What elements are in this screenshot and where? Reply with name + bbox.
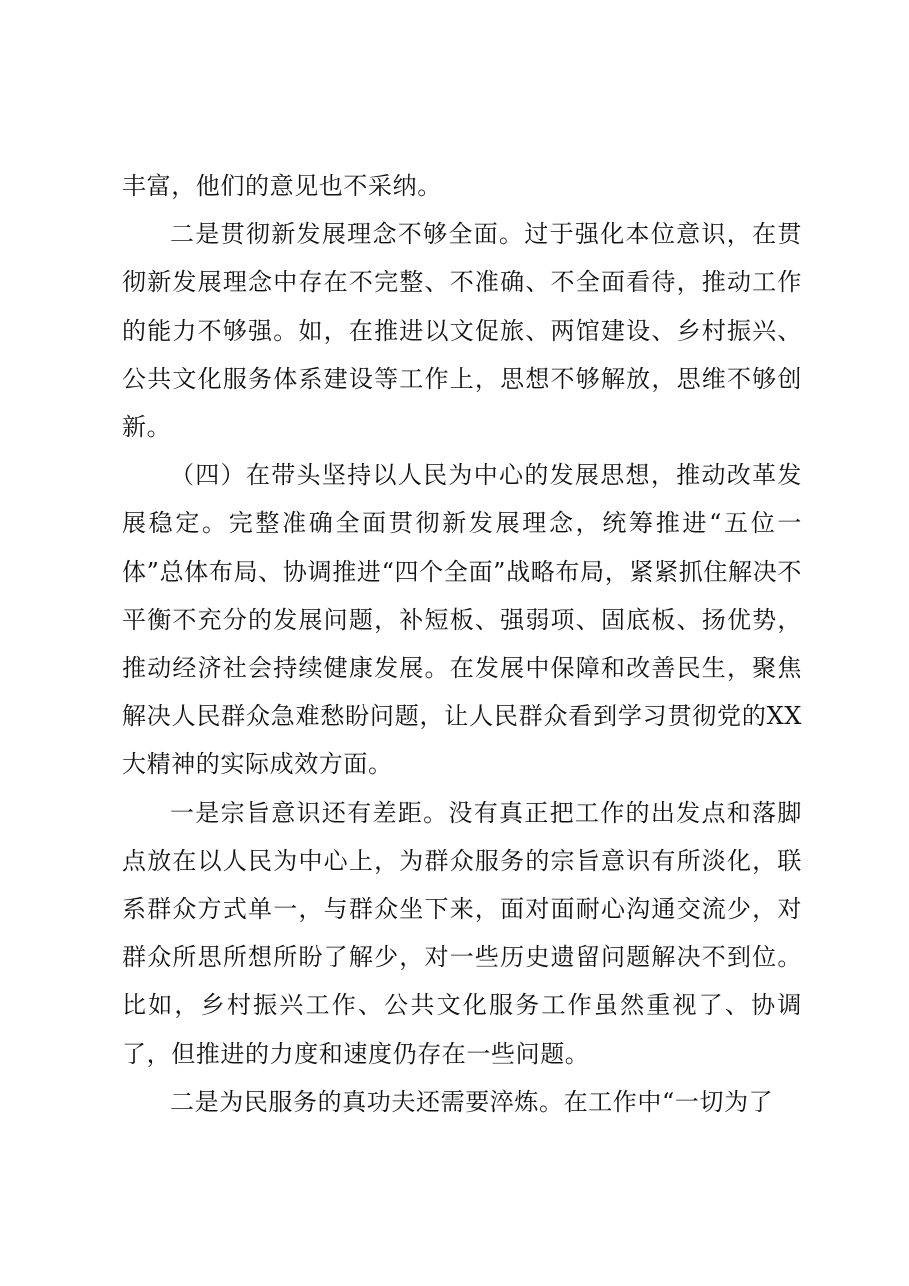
paragraph-service-skills: 二是为民服务的真功夫还需要淬炼。在工作中“一切为了 [170, 1087, 774, 1116]
paragraph-section-four: （四）在带头坚持以人民为中心的发展思想，推动改革发展稳定。完整准确全面贯彻新发展理念，统筹推进“五位一体”总体布局、协调推进“四个全面”战略布局，紧紧抓住解决不平衡不充分的发展问题，补短板、强弱项、固底板、扬优势，推动经济社会持续健康发展。在发展中保障和改善民生，聚焦解决人民群众急难愁盼问题，让人民群众看到学习贯彻党的XX大精神的实际成效方面。 [122, 461, 802, 779]
paragraph-new-development-concept: 二是贯彻新发展理念不够全面。过于强化本位意识，在贯彻新发展理念中存在不完整、不准确、不全面看待，推动工作的能力不够强。如，在推进以文促旅、两馆建设、乡村振兴、公共文化服务体系建设等工作上，思想不够解放，思维不够创新。 [122, 220, 802, 442]
paragraph-continuation: 丰富，他们的意见也不采纳。 [122, 172, 442, 200]
paragraph-purpose-awareness: 一是宗旨意识还有差距。没有真正把工作的出发点和落脚点放在以人民为中心上，为群众服务的宗旨意识有所淡化，联系群众方式单一，与群众坐下来，面对面耐心沟通交流少，对群众所思所想所盼了解少，对一些历史遗留问题解决不到位。比如，乡村振兴工作、公共文化服务工作虽然重视了、协调了，但推进的力度和速度仍存在一些问题。 [122, 798, 802, 1068]
document-body [122, 162, 802, 1126]
